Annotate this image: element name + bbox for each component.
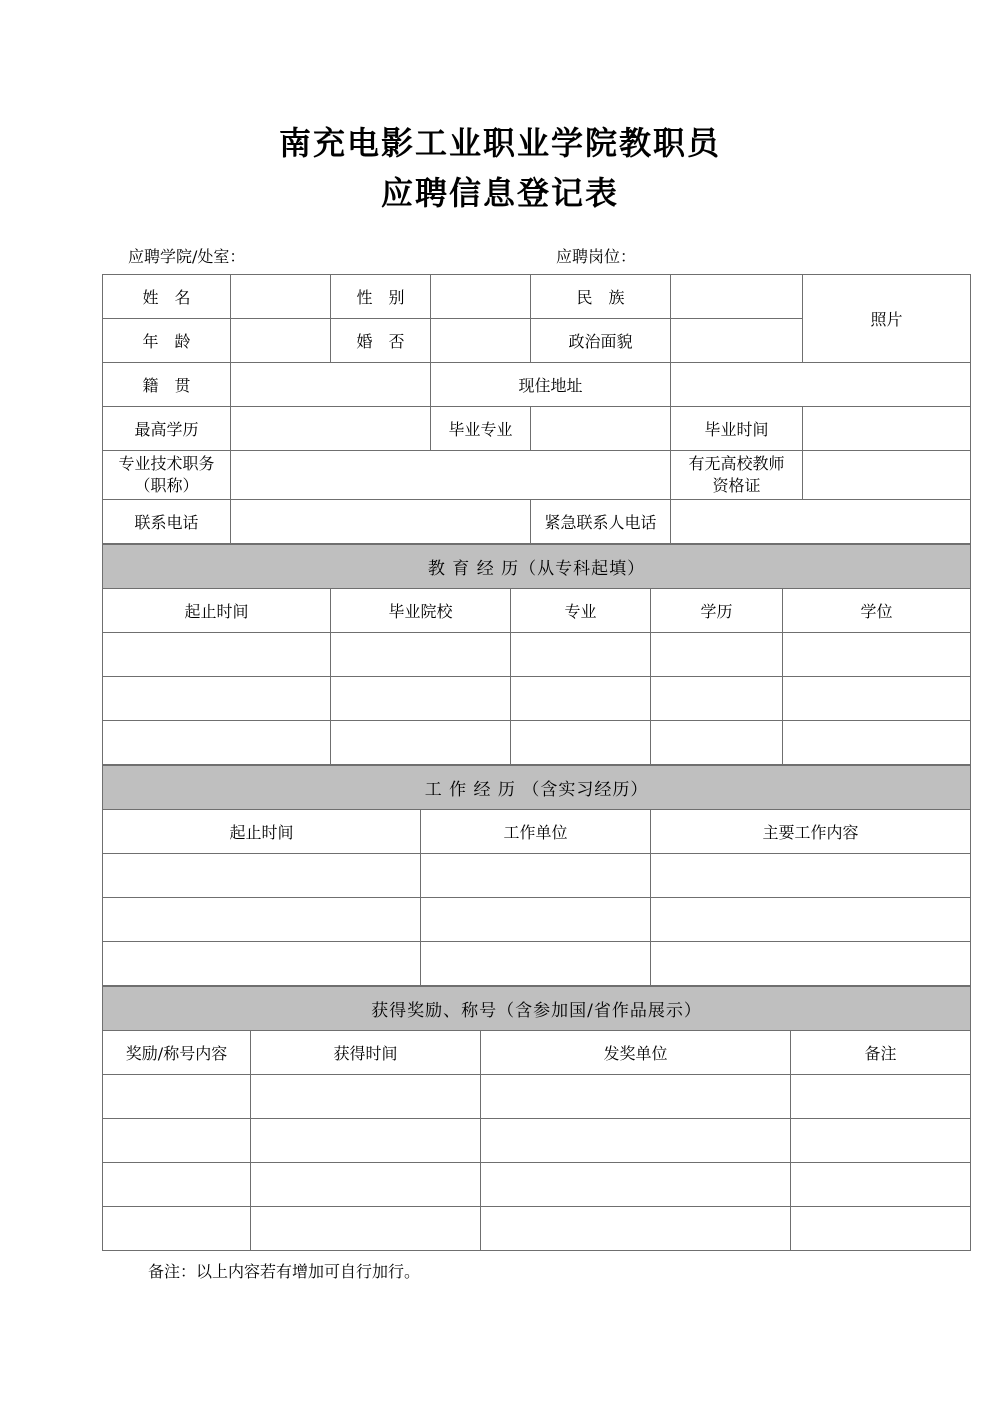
- phone-value[interactable]: [231, 500, 531, 544]
- highest-education-label: 最高学历: [103, 407, 231, 451]
- table-row: [103, 407, 971, 451]
- education-cell[interactable]: [511, 721, 651, 765]
- emergency-contact-value[interactable]: [671, 500, 971, 544]
- major-value[interactable]: [531, 407, 671, 451]
- table-row: [103, 451, 971, 500]
- age-label: 年 龄: [103, 319, 231, 363]
- table-row: [103, 500, 971, 544]
- work-header-duties: 主要工作内容: [651, 810, 971, 854]
- marital-value[interactable]: [431, 319, 531, 363]
- graduation-time-value[interactable]: [803, 407, 971, 451]
- table-row: [103, 545, 971, 589]
- professional-title-label-line1: 专业技术职务: [118, 454, 215, 473]
- name-label: 姓 名: [103, 275, 231, 319]
- education-cell[interactable]: [331, 633, 511, 677]
- work-cell[interactable]: [651, 942, 971, 986]
- table-row: [103, 1075, 971, 1119]
- education-cell[interactable]: [783, 633, 971, 677]
- table-row: [103, 854, 971, 898]
- award-section-band: 获得奖励、称号（含参加国/省作品展示）: [103, 987, 971, 1031]
- award-header-content: 奖励/称号内容: [103, 1031, 251, 1075]
- table-row: [103, 942, 971, 986]
- current-address-value[interactable]: [671, 363, 971, 407]
- award-cell[interactable]: [481, 1163, 791, 1207]
- phone-label: 联系电话: [103, 500, 231, 544]
- award-cell[interactable]: [251, 1075, 481, 1119]
- emergency-contact-label: 紧急联系人电话: [531, 500, 671, 544]
- award-cell[interactable]: [103, 1119, 251, 1163]
- gender-value[interactable]: [431, 275, 531, 319]
- table-row: [103, 721, 971, 765]
- professional-title-label-line2: （职称）: [134, 476, 199, 495]
- education-cell[interactable]: [103, 721, 331, 765]
- teacher-certificate-label-line2: 资格证: [712, 476, 761, 495]
- award-header-issuer: 发奖单位: [481, 1031, 791, 1075]
- name-value[interactable]: [231, 275, 331, 319]
- table-row: [103, 589, 971, 633]
- teacher-certificate-label: [671, 451, 803, 500]
- work-cell[interactable]: [103, 854, 421, 898]
- ethnicity-label: 民 族: [531, 275, 671, 319]
- title-line-2: 应聘信息登记表: [380, 174, 619, 212]
- award-header-remark: 备注: [791, 1031, 971, 1075]
- table-row: [103, 1163, 971, 1207]
- award-cell[interactable]: [481, 1119, 791, 1163]
- table-row: [103, 1031, 971, 1075]
- professional-title-value[interactable]: [231, 451, 671, 500]
- native-place-value[interactable]: [231, 363, 431, 407]
- work-cell[interactable]: [103, 942, 421, 986]
- table-row: [103, 1207, 971, 1251]
- ethnicity-value[interactable]: [671, 275, 803, 319]
- meta-row: [0, 244, 1000, 266]
- gender-label: 性 别: [331, 275, 431, 319]
- political-status-label: 政治面貌: [531, 319, 671, 363]
- education-cell[interactable]: [783, 677, 971, 721]
- education-header-degree: 学位: [783, 589, 971, 633]
- work-cell[interactable]: [421, 898, 651, 942]
- education-cell[interactable]: [651, 721, 783, 765]
- table-row: [103, 1119, 971, 1163]
- table-row: [103, 987, 971, 1031]
- award-cell[interactable]: [103, 1207, 251, 1251]
- work-experience-table: [102, 765, 971, 986]
- education-cell[interactable]: [783, 721, 971, 765]
- work-cell[interactable]: [651, 898, 971, 942]
- education-section-band: 教 育 经 历（从专科起填）: [103, 545, 971, 589]
- education-header-major: 专业: [511, 589, 651, 633]
- teacher-certificate-label-line1: 有无高校教师: [688, 454, 785, 473]
- work-header-period: 起止时间: [103, 810, 421, 854]
- award-cell[interactable]: [251, 1163, 481, 1207]
- highest-education-value[interactable]: [231, 407, 431, 451]
- current-address-label: 现住地址: [431, 363, 671, 407]
- award-cell[interactable]: [481, 1075, 791, 1119]
- footnote: 备注：以上内容若有增加可自行加行。: [148, 1262, 421, 1281]
- document-title: [0, 0, 1000, 218]
- political-status-value[interactable]: [671, 319, 803, 363]
- education-cell[interactable]: [103, 633, 331, 677]
- table-row: [103, 633, 971, 677]
- work-cell[interactable]: [421, 942, 651, 986]
- table-row: [103, 766, 971, 810]
- work-section-band: 工 作 经 历 （含实习经历）: [103, 766, 971, 810]
- age-value[interactable]: [231, 319, 331, 363]
- education-header-school: 毕业院校: [331, 589, 511, 633]
- basic-info-table: [102, 274, 971, 544]
- award-cell[interactable]: [103, 1163, 251, 1207]
- work-header-employer: 工作单位: [421, 810, 651, 854]
- work-cell[interactable]: [103, 898, 421, 942]
- table-row: [103, 810, 971, 854]
- professional-title-label: [103, 451, 231, 500]
- education-cell[interactable]: [331, 677, 511, 721]
- education-cell[interactable]: [103, 677, 331, 721]
- award-cell[interactable]: [481, 1207, 791, 1251]
- education-header-period: 起止时间: [103, 589, 331, 633]
- photo-label: 照片: [803, 275, 971, 363]
- graduation-time-label: 毕业时间: [671, 407, 803, 451]
- education-cell[interactable]: [511, 677, 651, 721]
- award-cell[interactable]: [791, 1163, 971, 1207]
- award-cell[interactable]: [791, 1119, 971, 1163]
- table-row: [103, 363, 971, 407]
- award-header-date: 获得时间: [251, 1031, 481, 1075]
- table-row: [103, 677, 971, 721]
- work-cell[interactable]: [651, 854, 971, 898]
- education-cell[interactable]: [651, 633, 783, 677]
- teacher-certificate-value[interactable]: [803, 451, 971, 500]
- native-place-label: 籍 贯: [103, 363, 231, 407]
- award-cell[interactable]: [103, 1075, 251, 1119]
- education-cell[interactable]: [651, 677, 783, 721]
- education-cell[interactable]: [511, 633, 651, 677]
- awards-table: [102, 986, 971, 1251]
- work-cell[interactable]: [421, 854, 651, 898]
- education-header-degree-level: 学历: [651, 589, 783, 633]
- major-label: 毕业专业: [431, 407, 531, 451]
- applied-department-label: 应聘学院/处室：: [128, 247, 246, 266]
- table-row: [103, 898, 971, 942]
- education-cell[interactable]: [331, 721, 511, 765]
- table-row: [103, 275, 971, 319]
- award-cell[interactable]: [791, 1075, 971, 1119]
- applied-position-label: 应聘岗位：: [556, 247, 637, 266]
- title-line-1: 南充电影工业职业学院教职员: [278, 124, 721, 162]
- marital-label: 婚 否: [331, 319, 431, 363]
- award-cell[interactable]: [251, 1119, 481, 1163]
- award-cell[interactable]: [251, 1207, 481, 1251]
- award-cell[interactable]: [791, 1207, 971, 1251]
- education-experience-table: [102, 544, 971, 765]
